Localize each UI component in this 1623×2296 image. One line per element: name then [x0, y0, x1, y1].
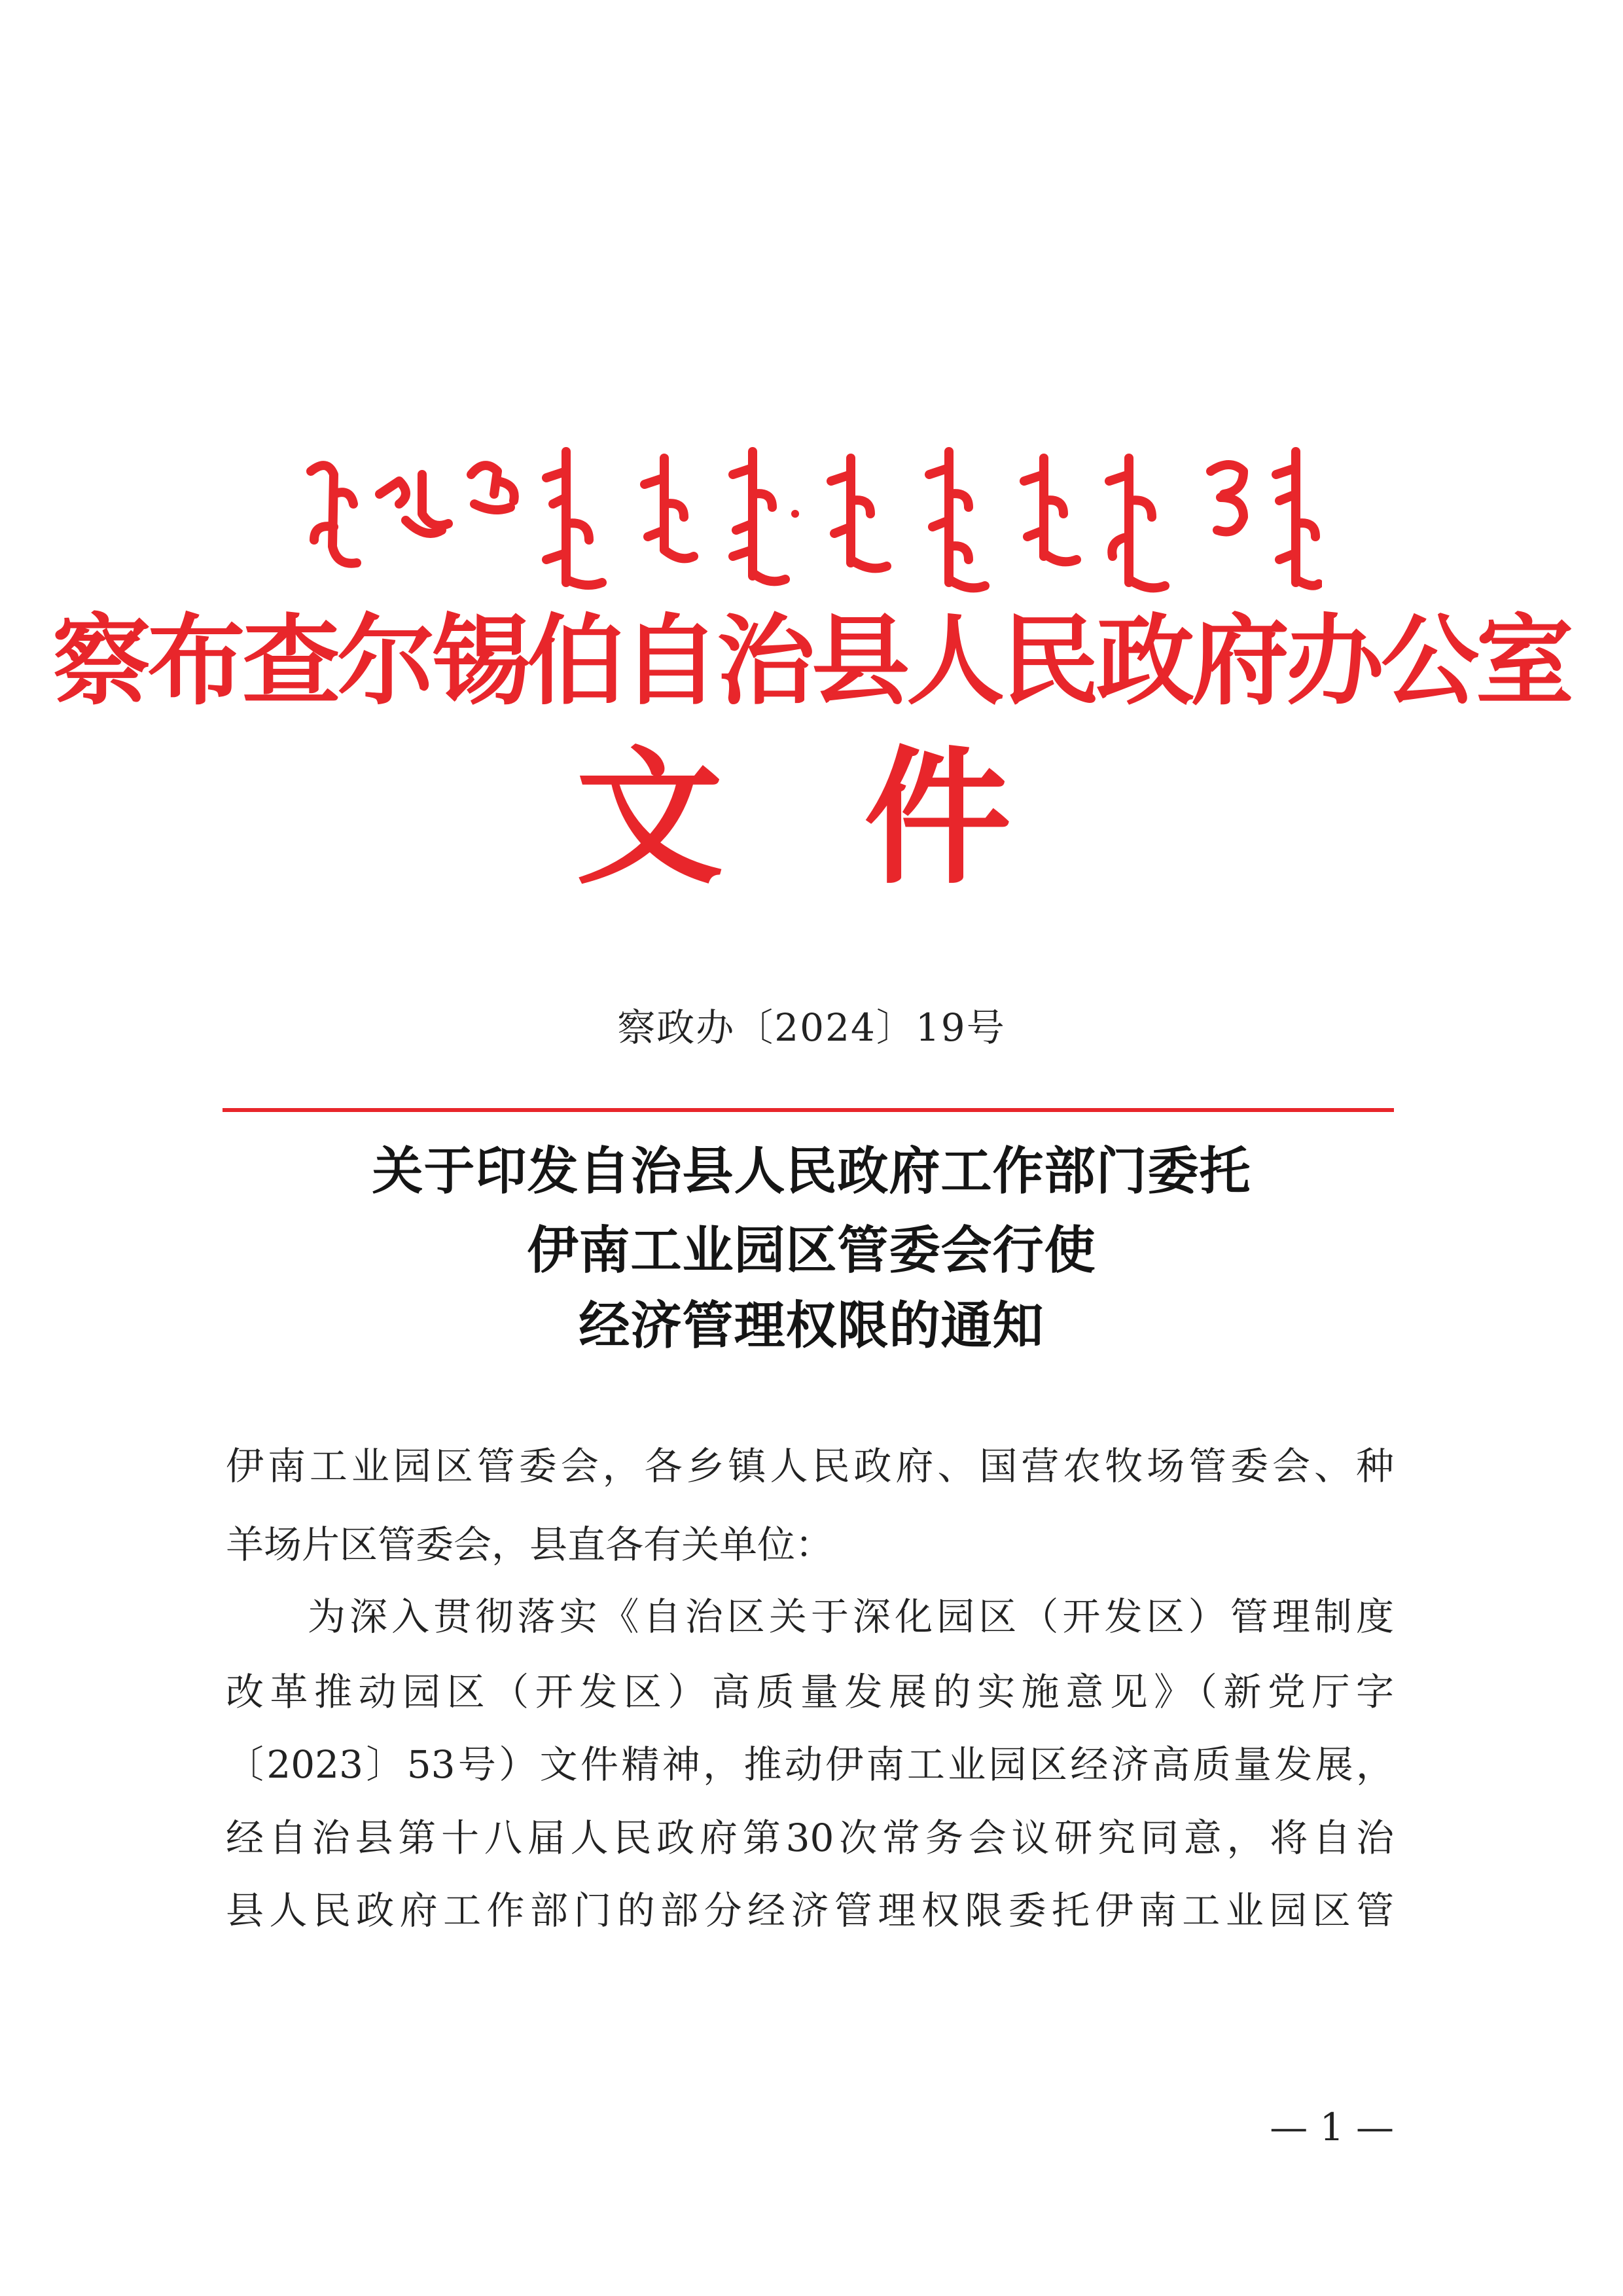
page-number: — 1 — [1270, 2105, 1394, 2149]
body-line-2: 改革推动园区（开发区）高质量发展的实施意见》（新党厅字 [226, 1670, 1394, 1714]
issuing-org-title: 察布查尔锡伯自治县人民政府办公室 [52, 603, 1571, 719]
document-heading-wen: 文 [576, 732, 723, 905]
body-line-5: 县人民政府工作部门的部分经济管理权限委托伊南工业园区管 [226, 1888, 1394, 1933]
document-title-line-2: 伊南工业园区管委会行使 [527, 1221, 1096, 1280]
mongolian-script-heading [301, 432, 1322, 596]
body-line-3: 〔2023〕53号）文件精神，推动伊南工业园区经济高质量发展， [226, 1742, 1394, 1787]
red-divider-line [223, 1108, 1394, 1112]
addressee-line-2: 羊场片区管委会，县直各有关单位： [226, 1522, 834, 1567]
document-number: 察政办〔2024〕19号 [617, 1005, 1006, 1050]
document-title-line-1: 关于印发自治县人民政府工作部门委托 [372, 1141, 1251, 1201]
addressee-line-1: 伊南工业园区管委会，各乡镇人民政府、国营农牧场管委会、种 [226, 1444, 1394, 1488]
document-title-line-3: 经济管理权限的通知 [579, 1296, 1044, 1355]
body-line-1: 为深入贯彻落实《自治区关于深化园区（开发区）管理制度 [308, 1594, 1394, 1639]
document-heading-jian: 件 [864, 732, 1011, 905]
body-line-4: 经自治县第十八届人民政府第30次常务会议研究同意，将自治 [226, 1816, 1394, 1860]
